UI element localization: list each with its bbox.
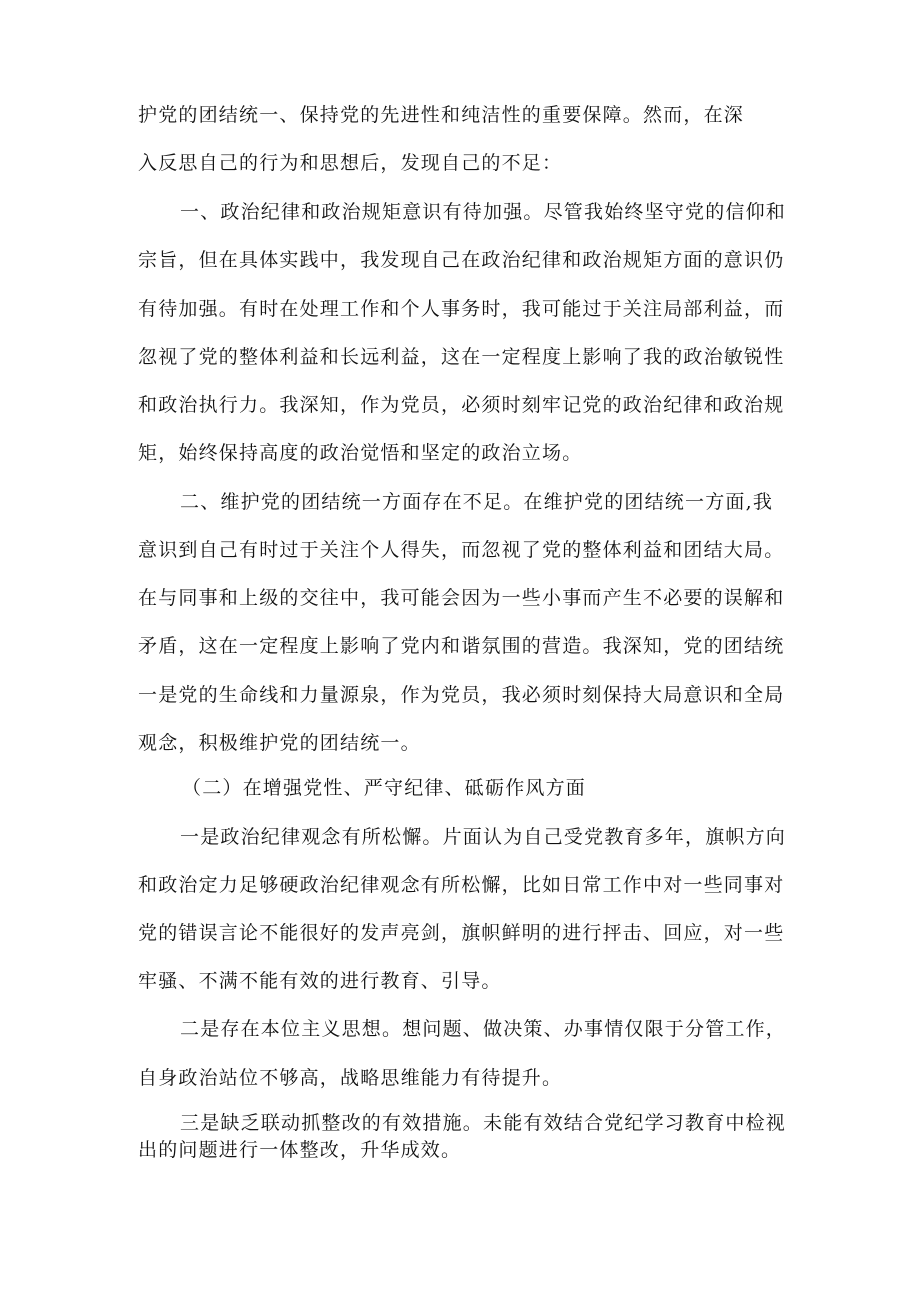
text-line: 和政治定力足够硬政治纪律观念有所松懈，比如日常工作中对一些同事对 bbox=[138, 874, 785, 896]
text-line: 一是党的生命线和力量源泉，作为党员，我必须时刻保持大局意识和全局 bbox=[138, 684, 785, 706]
text-line: 党的错误言论不能很好的发声亮剑，旗帜鲜明的进行抨击、回应，对一些 bbox=[138, 922, 785, 944]
item-1-line: 一是政治纪律观念有所松懈。片面认为自己受党教育多年，旗帜方向 bbox=[180, 826, 787, 848]
paragraph-2-heading-line: 二、维护党的团结统一方面存在不足。在维护党的团结统一方面,我 bbox=[180, 491, 774, 513]
text-line: 宗旨，但在具体实践中，我发现自己在政治纪律和政治规矩方面的意识仍 bbox=[138, 249, 785, 271]
text-line: 自身政治站位不够高，战略思维能力有待提升。 bbox=[138, 1067, 563, 1089]
text-line: 出的问题进行一体整改，升华成效。 bbox=[138, 1139, 462, 1161]
item-2-line: 二是存在本位主义思想。想问题、做决策、办事情仅限于分管工作， bbox=[180, 1018, 787, 1040]
text-line: 矩，始终保持高度的政治觉悟和坚定的政治立场。 bbox=[138, 442, 583, 464]
text-line: 意识到自己有时过于关注个人得失，而忽视了党的整体利益和团结大局。 bbox=[138, 539, 785, 561]
text-line: 护党的团结统一、保持党的先进性和纯洁性的重要保障。然而，在深 bbox=[138, 104, 745, 126]
text-line: 忽视了党的整体利益和长远利益，这在一定程度上影响了我的政治敏锐性 bbox=[138, 346, 785, 368]
item-3-line: 三是缺乏联动抓整改的有效措施。未能有效结合党纪学习教育中检视 bbox=[180, 1112, 787, 1134]
text-line: 在与同事和上级的交往中，我可能会因为一些小事而产生不必要的误解和 bbox=[138, 587, 785, 609]
text-line: 有待加强。有时在处理工作和个人事务时，我可能过于关注局部利益，而 bbox=[138, 298, 785, 320]
paragraph-1-heading-line: 一、政治纪律和政治规矩意识有待加强。尽管我始终坚守党的信仰和 bbox=[180, 201, 787, 223]
text-line: 观念，积极维护党的团结统一。 bbox=[138, 732, 421, 754]
text-line: 入反思自己的行为和思想后，发现自己的不足： bbox=[138, 152, 563, 174]
text-line: 牢骚、不满不能有效的进行教育、引导。 bbox=[138, 970, 502, 992]
text-line: 矛盾，这在一定程度上影响了党内和谐氛围的营造。我深知，党的团结统 bbox=[138, 635, 785, 657]
text-line: 和政治执行力。我深知，作为党员，必须时刻牢记党的政治纪律和政治规 bbox=[138, 394, 785, 416]
section-heading: （二）在增强党性、严守纪律、砥砺作风方面 bbox=[182, 777, 587, 799]
